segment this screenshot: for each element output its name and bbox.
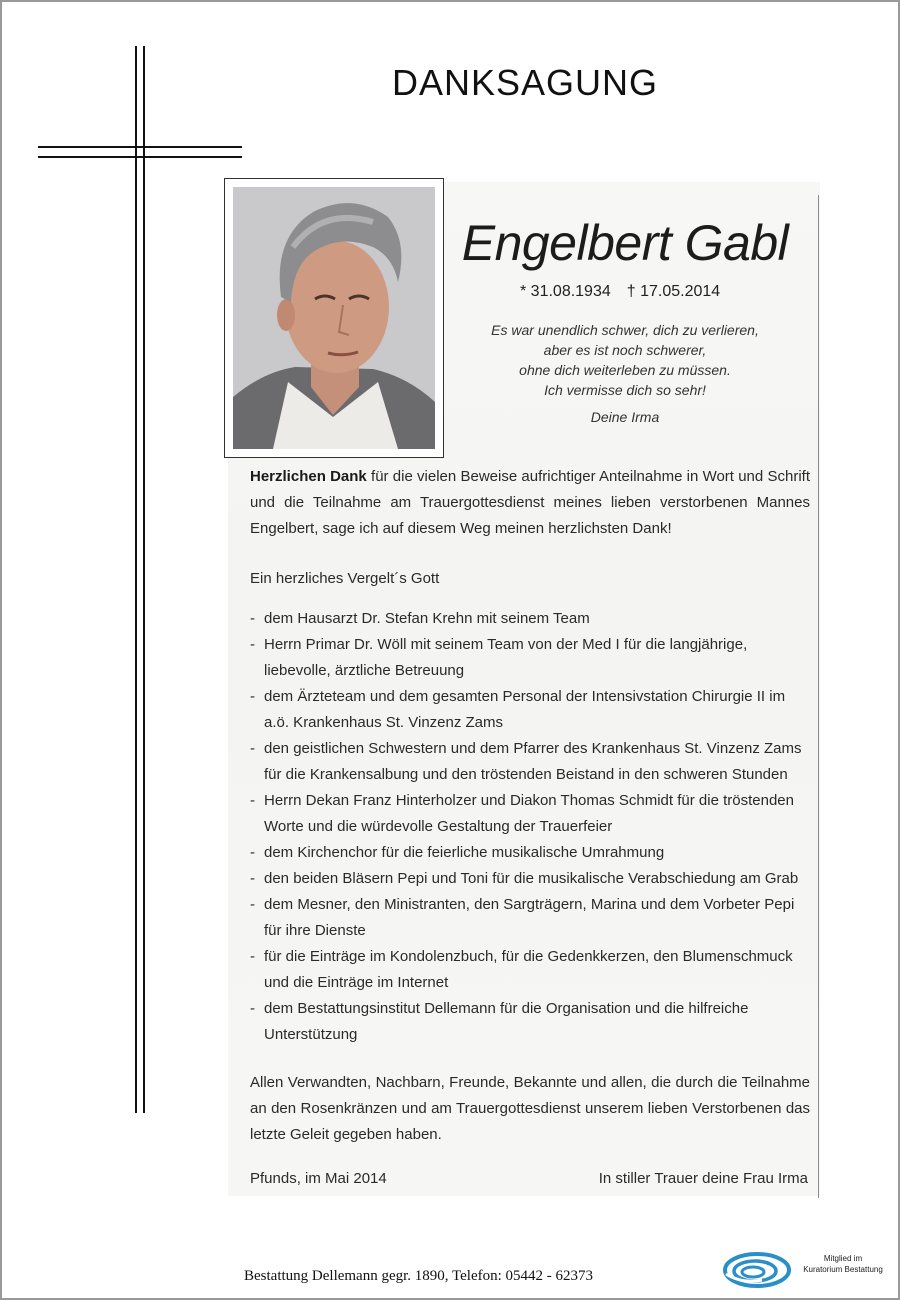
list-dash: - — [250, 844, 255, 861]
closing-paragraph: Allen Verwandten, Nachbarn, Freunde, Bekannte und allen, die durch die Teilnahme an den Rosenkränzen und am Trauergottesdienst unserem lieben Verstorbenen das letzte Geleit gegeben haben. — [250, 1074, 810, 1143]
list-item: - dem Bestattungsinstitut Dellemann für die Organisation und die hilfreiche Unterstützung — [250, 996, 810, 1048]
list-dash: - — [250, 610, 255, 627]
place-date: Pfunds, im Mai 2014 — [250, 1170, 387, 1187]
list-dash: - — [250, 636, 255, 653]
intro-bold: Herzlichen Dank — [250, 468, 367, 485]
deceased-name: Engelbert Gabl — [461, 215, 789, 271]
cross-vertical-beam — [135, 46, 145, 1113]
clipping-edge — [818, 195, 819, 1198]
poem-line: Es war unendlich schwer, dich zu verlieren, — [491, 322, 759, 338]
intro-text: für die vielen Beweise aufrichtiger Anteilnahme in Wort und Schrift und die Teilnahme am Trauergottesdienst meines lieben verstorbenen Mannes Engelbert, sage ich auf diesem Weg meinen herzlichsten Dank! — [250, 468, 810, 537]
portrait-photo — [233, 187, 435, 449]
swirl-logo-icon — [722, 1250, 792, 1290]
thanks-heading: Ein herzliches Vergelt´s Gott — [250, 570, 440, 587]
poem-signature: Deine Irma — [590, 409, 660, 425]
list-item: - dem Mesner, den Ministranten, den Sargträgern, Marina und dem Vorbeter Pepi für ihre Dienste — [250, 892, 810, 944]
list-item: - den beiden Bläsern Pepi und Toni für die musikalische Verabschiedung am Grab — [250, 866, 810, 892]
signoff: In stiller Trauer deine Frau Irma — [598, 1170, 808, 1187]
page-heading: DANKSAGUNG — [391, 62, 659, 103]
thanks-list — [250, 606, 810, 1048]
logo-caption: Mitglied im Kuratorium Bestattung — [803, 1254, 883, 1274]
list-item: - dem Hausarzt Dr. Stefan Krehn mit seinem Team — [250, 606, 810, 632]
list-dash: - — [250, 792, 255, 809]
funeral-home-footer: Bestattung Dellemann gegr. 1890, Telefon: 05442 - 62373 — [244, 1268, 594, 1284]
intro-paragraph — [250, 464, 810, 542]
list-dash: - — [250, 740, 255, 757]
list-item: - dem Ärzteteam und dem gesamten Personal der Intensivstation Chirurgie II im a.ö. Krankenhaus St. Vinzenz Zams — [250, 684, 810, 736]
life-dates — [520, 283, 730, 301]
list-dash: - — [250, 948, 255, 965]
list-dash: - — [250, 1000, 255, 1017]
poem-line: ohne dich weiterleben zu müssen. — [519, 362, 731, 378]
list-item: - Herrn Primar Dr. Wöll mit seinem Team von der Med I für die langjährige, liebevolle, ärztliche Betreuung — [250, 632, 810, 684]
poem-line: aber es ist noch schwerer, — [543, 342, 707, 358]
birth-date: * 31.08.1934 — [520, 283, 611, 300]
list-item: - dem Kirchenchor für die feierliche musikalische Umrahmung — [250, 840, 810, 866]
list-dash: - — [250, 688, 255, 705]
list-item: - Herrn Dekan Franz Hinterholzer und Diakon Thomas Schmidt für die tröstenden Worte und die würdevolle Gestaltung der Trauerfeier — [250, 788, 810, 840]
cross-intersection — [137, 148, 143, 156]
list-dash: - — [250, 896, 255, 913]
list-item: - den geistlichen Schwestern und dem Pfarrer des Krankenhaus St. Vinzenz Zams für die Krankensalbung und den tröstenden Beistand in den schweren Stunden — [250, 736, 810, 788]
poem-line: Ich vermisse dich so sehr! — [544, 382, 706, 398]
portrait-frame — [224, 178, 444, 458]
memorial-poem — [460, 320, 790, 400]
list-item: - für die Einträge im Kondolenzbuch, für die Gedenkkerzen, den Blumenschmuck und die Einträge im Internet — [250, 944, 810, 996]
portrait-illustration — [233, 187, 435, 449]
list-dash: - — [250, 870, 255, 887]
death-date: † 17.05.2014 — [626, 283, 721, 300]
